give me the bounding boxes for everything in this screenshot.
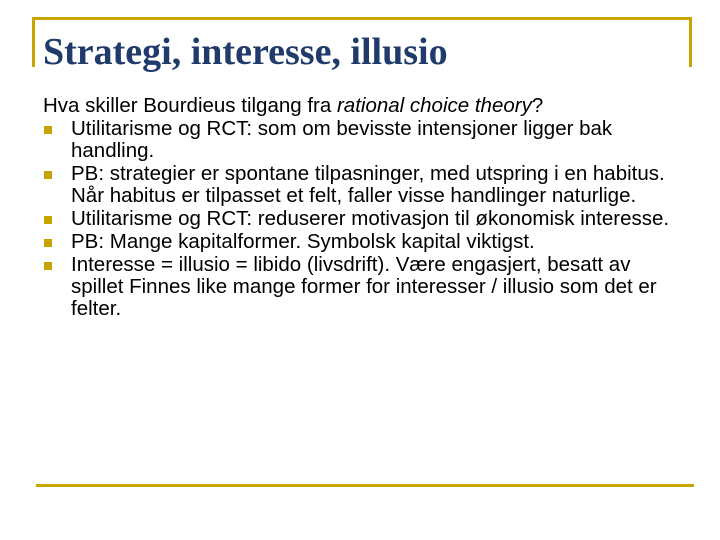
slide-content (43, 95, 683, 321)
square-bullet-icon (44, 216, 52, 224)
slide-title: Strategi, interesse, illusio (43, 31, 448, 73)
intro-emphasis: rational choice theory (336, 94, 532, 117)
list-item (43, 163, 683, 207)
bullet-list (43, 118, 683, 320)
intro-question (43, 95, 683, 117)
list-item (43, 118, 683, 162)
square-bullet-icon (44, 126, 52, 134)
intro-prefix: Hva skiller Bourdieus tilgang fra (43, 94, 337, 117)
bullet-text: Interesse = illusio = libido (livsdrift). Være engasjert, besatt av spillet Finnes like mange former for interesser / illusio som det er felter. (71, 253, 657, 320)
list-item (43, 231, 683, 253)
list-item (43, 254, 683, 320)
bullet-text: Utilitarisme og RCT: reduserer motivasjon til økonomisk interesse. (71, 207, 670, 230)
bullet-text: PB: strategier er spontane tilpasninger, med utspring i en habitus. Når habitus er tilpasset et felt, faller visse handlinger naturlige. (71, 162, 665, 207)
intro-suffix: ? (531, 94, 544, 117)
bullet-text: PB: Mange kapitalformer. Symbolsk kapital viktigst. (71, 230, 535, 253)
bullet-text: Utilitarisme og RCT: som om bevisste intensjoner ligger bak handling. (71, 117, 613, 162)
frame-right-line (689, 17, 692, 67)
frame-top-line (32, 17, 692, 20)
frame-bottom-line (36, 484, 694, 487)
square-bullet-icon (44, 239, 52, 247)
square-bullet-icon (44, 171, 52, 179)
list-item (43, 208, 683, 230)
frame-left-line (32, 17, 35, 67)
square-bullet-icon (44, 262, 52, 270)
